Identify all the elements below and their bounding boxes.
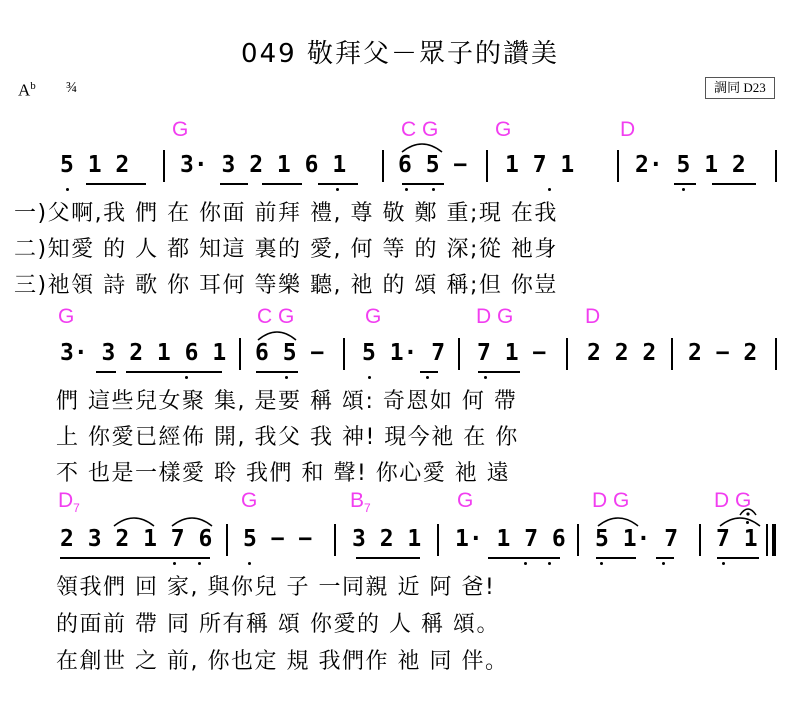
measure-notes: 6 5 −	[398, 152, 468, 178]
chord-symbol: G	[495, 118, 512, 141]
eighth-beam	[318, 183, 358, 185]
song-title: 049 敬拜父－眾子的讚美	[241, 39, 559, 69]
low-octave-dot	[548, 188, 551, 191]
barline	[437, 524, 439, 556]
barline	[699, 524, 701, 556]
eighth-beam	[488, 557, 560, 559]
measure-notes: 5 1 2	[60, 152, 130, 178]
barline	[226, 524, 228, 556]
barline	[163, 150, 165, 182]
measure-notes: 5 − −	[243, 526, 313, 552]
eighth-beam	[656, 557, 674, 559]
chord-symbol: D G	[714, 489, 752, 512]
chord-symbol: D	[585, 305, 601, 328]
eighth-beam	[60, 557, 210, 559]
low-octave-dot	[548, 562, 551, 565]
lyric-line: 領我們 回 家, 與你兒 子 一同親 近 阿 爸!	[56, 575, 496, 600]
low-octave-dot	[66, 188, 69, 191]
low-octave-dot	[198, 562, 201, 565]
low-octave-dot	[484, 376, 487, 379]
lyric-line: 不 也是一樣愛 聆 我們 和 聲! 你心愛 祂 遠	[56, 461, 511, 486]
measure-notes: 5 1· 7	[595, 526, 679, 552]
chord-symbol: C G	[401, 118, 439, 141]
low-octave-dot	[368, 376, 371, 379]
eighth-beam	[86, 183, 146, 185]
barline	[343, 338, 345, 370]
measure-notes: 3 2 1	[352, 526, 422, 552]
chord-symbol: $D_7$	[58, 489, 80, 516]
chord-symbol: G	[365, 305, 382, 328]
barline	[334, 524, 336, 556]
measure-notes: 5 1· 7	[362, 340, 446, 366]
measure-notes: 7 1	[716, 526, 758, 552]
barline	[577, 524, 579, 556]
eighth-beam	[674, 183, 696, 185]
tune-reference: 調同 D23	[705, 77, 775, 99]
eighth-beam	[717, 557, 759, 559]
low-octave-dot	[524, 562, 527, 565]
chord-symbol: D	[620, 118, 636, 141]
tie-slur	[112, 514, 156, 528]
eighth-beam	[402, 183, 444, 185]
key-letter: A	[18, 80, 31, 100]
low-octave-dot	[682, 188, 685, 191]
lyric-line: 們 這些兒女聚 集, 是要 稱 頌: 奇恩如 何 帶	[56, 389, 518, 414]
low-octave-dot	[426, 376, 429, 379]
lyric-line: 一)父啊,我 們 在 你面 前拜 禮, 尊 敬 鄭 重;現 在我	[14, 201, 558, 226]
low-octave-dot	[336, 188, 339, 191]
barline	[458, 338, 460, 370]
barline	[617, 150, 619, 182]
fermata-icon	[738, 505, 758, 517]
key-flat: b	[30, 80, 36, 92]
low-octave-dot	[173, 562, 176, 565]
eighth-beam	[262, 183, 302, 185]
eighth-beam	[596, 557, 636, 559]
eighth-beam	[420, 371, 438, 373]
tie-slur	[170, 514, 214, 528]
low-octave-dot	[248, 562, 251, 565]
tie-slur	[400, 140, 444, 154]
barline	[382, 150, 384, 182]
lyric-line: 的面前 帶 同 所有稱 頌 你愛的 人 稱 頌。	[56, 612, 500, 637]
chord-symbol: C G	[257, 305, 295, 328]
measure-notes: 1· 1 7 6	[455, 526, 566, 552]
low-octave-dot	[662, 562, 665, 565]
low-octave-dot	[722, 562, 725, 565]
barline	[566, 338, 568, 370]
low-octave-dot	[285, 376, 288, 379]
low-octave-dot	[432, 188, 435, 191]
barline	[775, 338, 777, 370]
final-barline-thick	[772, 524, 776, 556]
measure-notes: 7 1 −	[477, 340, 547, 366]
eighth-beam	[356, 557, 420, 559]
low-octave-dot	[185, 376, 188, 379]
tie-slur	[596, 514, 640, 528]
chord-symbol: G	[172, 118, 189, 141]
low-octave-dot	[600, 562, 603, 565]
chord-symbol: D G	[592, 489, 630, 512]
low-octave-dot	[405, 188, 408, 191]
chord-symbol: $B_7$	[350, 489, 371, 516]
eighth-beam	[256, 371, 298, 373]
measure-notes: 2· 5 1 2	[635, 152, 746, 178]
measure-notes: 3· 3 2 1 6 1	[60, 340, 227, 366]
measure-notes: 6 5 −	[255, 340, 325, 366]
eighth-beam	[478, 371, 520, 373]
measure-notes: 3· 3 2 1 6 1	[180, 152, 347, 178]
eighth-beam	[712, 183, 756, 185]
chord-symbol: G	[58, 305, 75, 328]
lyric-line: 三)祂領 詩 歌 你 耳何 等樂 聽, 祂 的 頌 稱;但 你豈	[14, 273, 558, 298]
chord-symbol: D G	[476, 305, 514, 328]
measure-notes: 2 3 2 1 7 6	[60, 526, 213, 552]
barline	[671, 338, 673, 370]
lyric-line: 在創世 之 前, 你也定 規 我們作 祂 同 伴。	[56, 649, 509, 674]
barline	[486, 150, 488, 182]
time-signature: ¾	[66, 80, 78, 96]
tie-slur	[256, 328, 298, 342]
lyric-line: 上 你愛已經佈 開, 我父 我 神! 現今祂 在 你	[56, 425, 519, 450]
final-barline	[766, 524, 768, 556]
measure-notes: 2 − 2	[688, 340, 758, 366]
barline	[239, 338, 241, 370]
chord-symbol: G	[457, 489, 474, 512]
barline	[775, 150, 777, 182]
measure-notes: 1 7 1	[505, 152, 575, 178]
key-signature	[18, 80, 36, 101]
chord-symbol: G	[241, 489, 258, 512]
measure-notes: 2 2 2	[587, 340, 657, 366]
eighth-beam	[126, 371, 222, 373]
lyric-line: 二)知愛 的 人 都 知這 裏的 愛, 何 等 的 深;從 祂身	[14, 237, 558, 262]
eighth-beam	[96, 371, 116, 373]
eighth-beam	[220, 183, 248, 185]
